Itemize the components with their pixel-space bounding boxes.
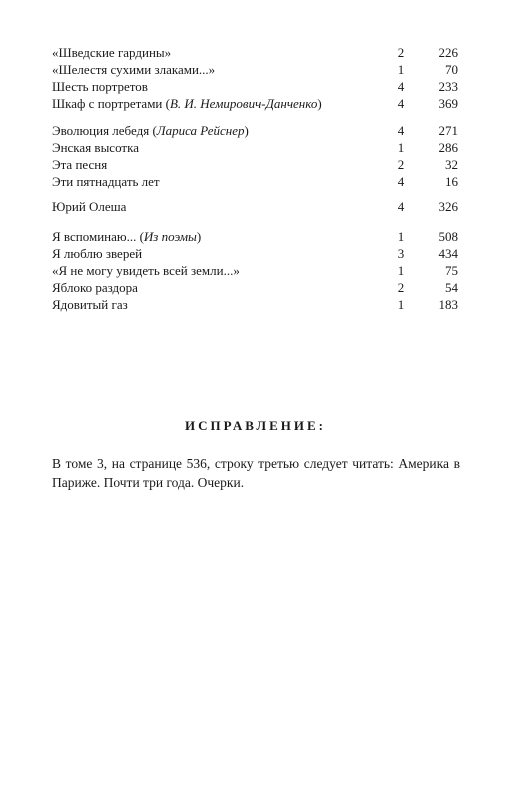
entry-title xyxy=(52,61,215,78)
index-entry xyxy=(0,296,511,313)
entry-page: 75 xyxy=(445,263,458,278)
entry-title xyxy=(52,296,128,313)
entry-title xyxy=(52,262,240,279)
entry-title xyxy=(52,122,249,139)
entry-title-text: Я вспоминаю... ( xyxy=(52,229,144,244)
index-entry xyxy=(0,262,511,279)
index-entry xyxy=(0,122,511,139)
entry-page: 70 xyxy=(445,62,458,77)
entry-title xyxy=(52,198,126,215)
entry-title xyxy=(52,228,201,245)
entry-page: 183 xyxy=(438,297,458,312)
index-group-yu xyxy=(0,198,511,215)
entry-title-text: Яблоко раздора xyxy=(52,280,138,295)
entry-title-suffix: ) xyxy=(317,96,322,111)
index-group-sh xyxy=(0,44,511,112)
entry-page: 271 xyxy=(438,123,458,138)
index-entry xyxy=(0,44,511,61)
entry-title xyxy=(52,95,322,112)
entry-page: 226 xyxy=(438,45,458,60)
correction-heading: ИСПРАВЛЕНИЕ: xyxy=(184,418,327,433)
index-entry xyxy=(0,156,511,173)
entry-title-italic: Из поэмы xyxy=(143,229,197,244)
index-entry xyxy=(0,198,511,215)
index-group-e xyxy=(0,122,511,190)
entry-title-suffix: ) xyxy=(244,123,249,138)
entry-volume: 1 xyxy=(397,263,405,278)
entry-volume: 4 xyxy=(397,79,405,94)
entry-page: 434 xyxy=(438,246,458,261)
entry-volume: 4 xyxy=(397,123,405,138)
entry-volume: 2 xyxy=(397,45,405,60)
entry-page: 16 xyxy=(445,174,458,189)
entry-title-text: Эволюция лебедя ( xyxy=(52,123,157,138)
index-entry xyxy=(0,139,511,156)
entry-title-text: «Шведские гардины» xyxy=(52,45,172,60)
index-entry xyxy=(0,173,511,190)
entry-title-text: Юрий Олеша xyxy=(52,199,127,214)
entry-page: 54 xyxy=(445,280,458,295)
entry-page: 326 xyxy=(438,199,458,214)
index-entry xyxy=(0,95,511,112)
entry-title xyxy=(52,279,138,296)
entry-volume: 4 xyxy=(397,199,405,214)
entry-volume: 1 xyxy=(397,229,405,244)
entry-title xyxy=(52,44,171,61)
entry-volume: 1 xyxy=(397,62,405,77)
index-entry xyxy=(0,78,511,95)
entry-title-italic: Лариса Рейснер xyxy=(156,123,245,138)
entry-title xyxy=(52,173,160,190)
entry-title-text: Эти пятнадцать лет xyxy=(52,174,160,189)
index-group-ya xyxy=(0,228,511,313)
entry-title xyxy=(52,139,139,156)
entry-title-text: Энская высотка xyxy=(52,140,139,155)
entry-volume: 2 xyxy=(397,280,405,295)
entry-title xyxy=(52,245,142,262)
index-entry xyxy=(0,61,511,78)
entry-title-text: «Я не могу увидеть всей земли...» xyxy=(52,263,240,278)
entry-title-suffix: ) xyxy=(196,229,202,244)
entry-page: 369 xyxy=(438,96,458,111)
entry-title-text: Шесть портретов xyxy=(52,79,148,94)
entry-page: 508 xyxy=(438,229,458,244)
entry-page: 233 xyxy=(438,79,458,94)
entry-title-text: Шкаф с портретами ( xyxy=(52,96,170,111)
entry-page: 286 xyxy=(438,140,458,155)
entry-page: 32 xyxy=(445,157,458,172)
entry-title-text: «Шелестя сухими злаками...» xyxy=(52,62,216,77)
entry-volume: 4 xyxy=(397,174,405,189)
entry-volume: 3 xyxy=(397,246,405,261)
entry-volume: 1 xyxy=(397,297,405,312)
entry-volume: 4 xyxy=(397,96,405,111)
entry-volume: 1 xyxy=(397,140,405,155)
index-entry xyxy=(0,228,511,245)
entry-title-text: Эта песня xyxy=(52,157,108,172)
entry-title xyxy=(52,156,107,173)
entry-title xyxy=(52,78,148,95)
index-entry xyxy=(0,245,511,262)
entry-volume: 2 xyxy=(397,157,405,172)
entry-title-text: Я люблю зверей xyxy=(52,246,143,261)
entry-title-text: Ядовитый газ xyxy=(52,297,128,312)
correction-text: В томе 3, на странице 536, строку третью следует читать: Америка в Париже. Почти три года. Очерки. xyxy=(52,456,460,490)
index-entry xyxy=(0,279,511,296)
entry-title-italic: В. И. Немирович-Данченко xyxy=(169,96,318,111)
